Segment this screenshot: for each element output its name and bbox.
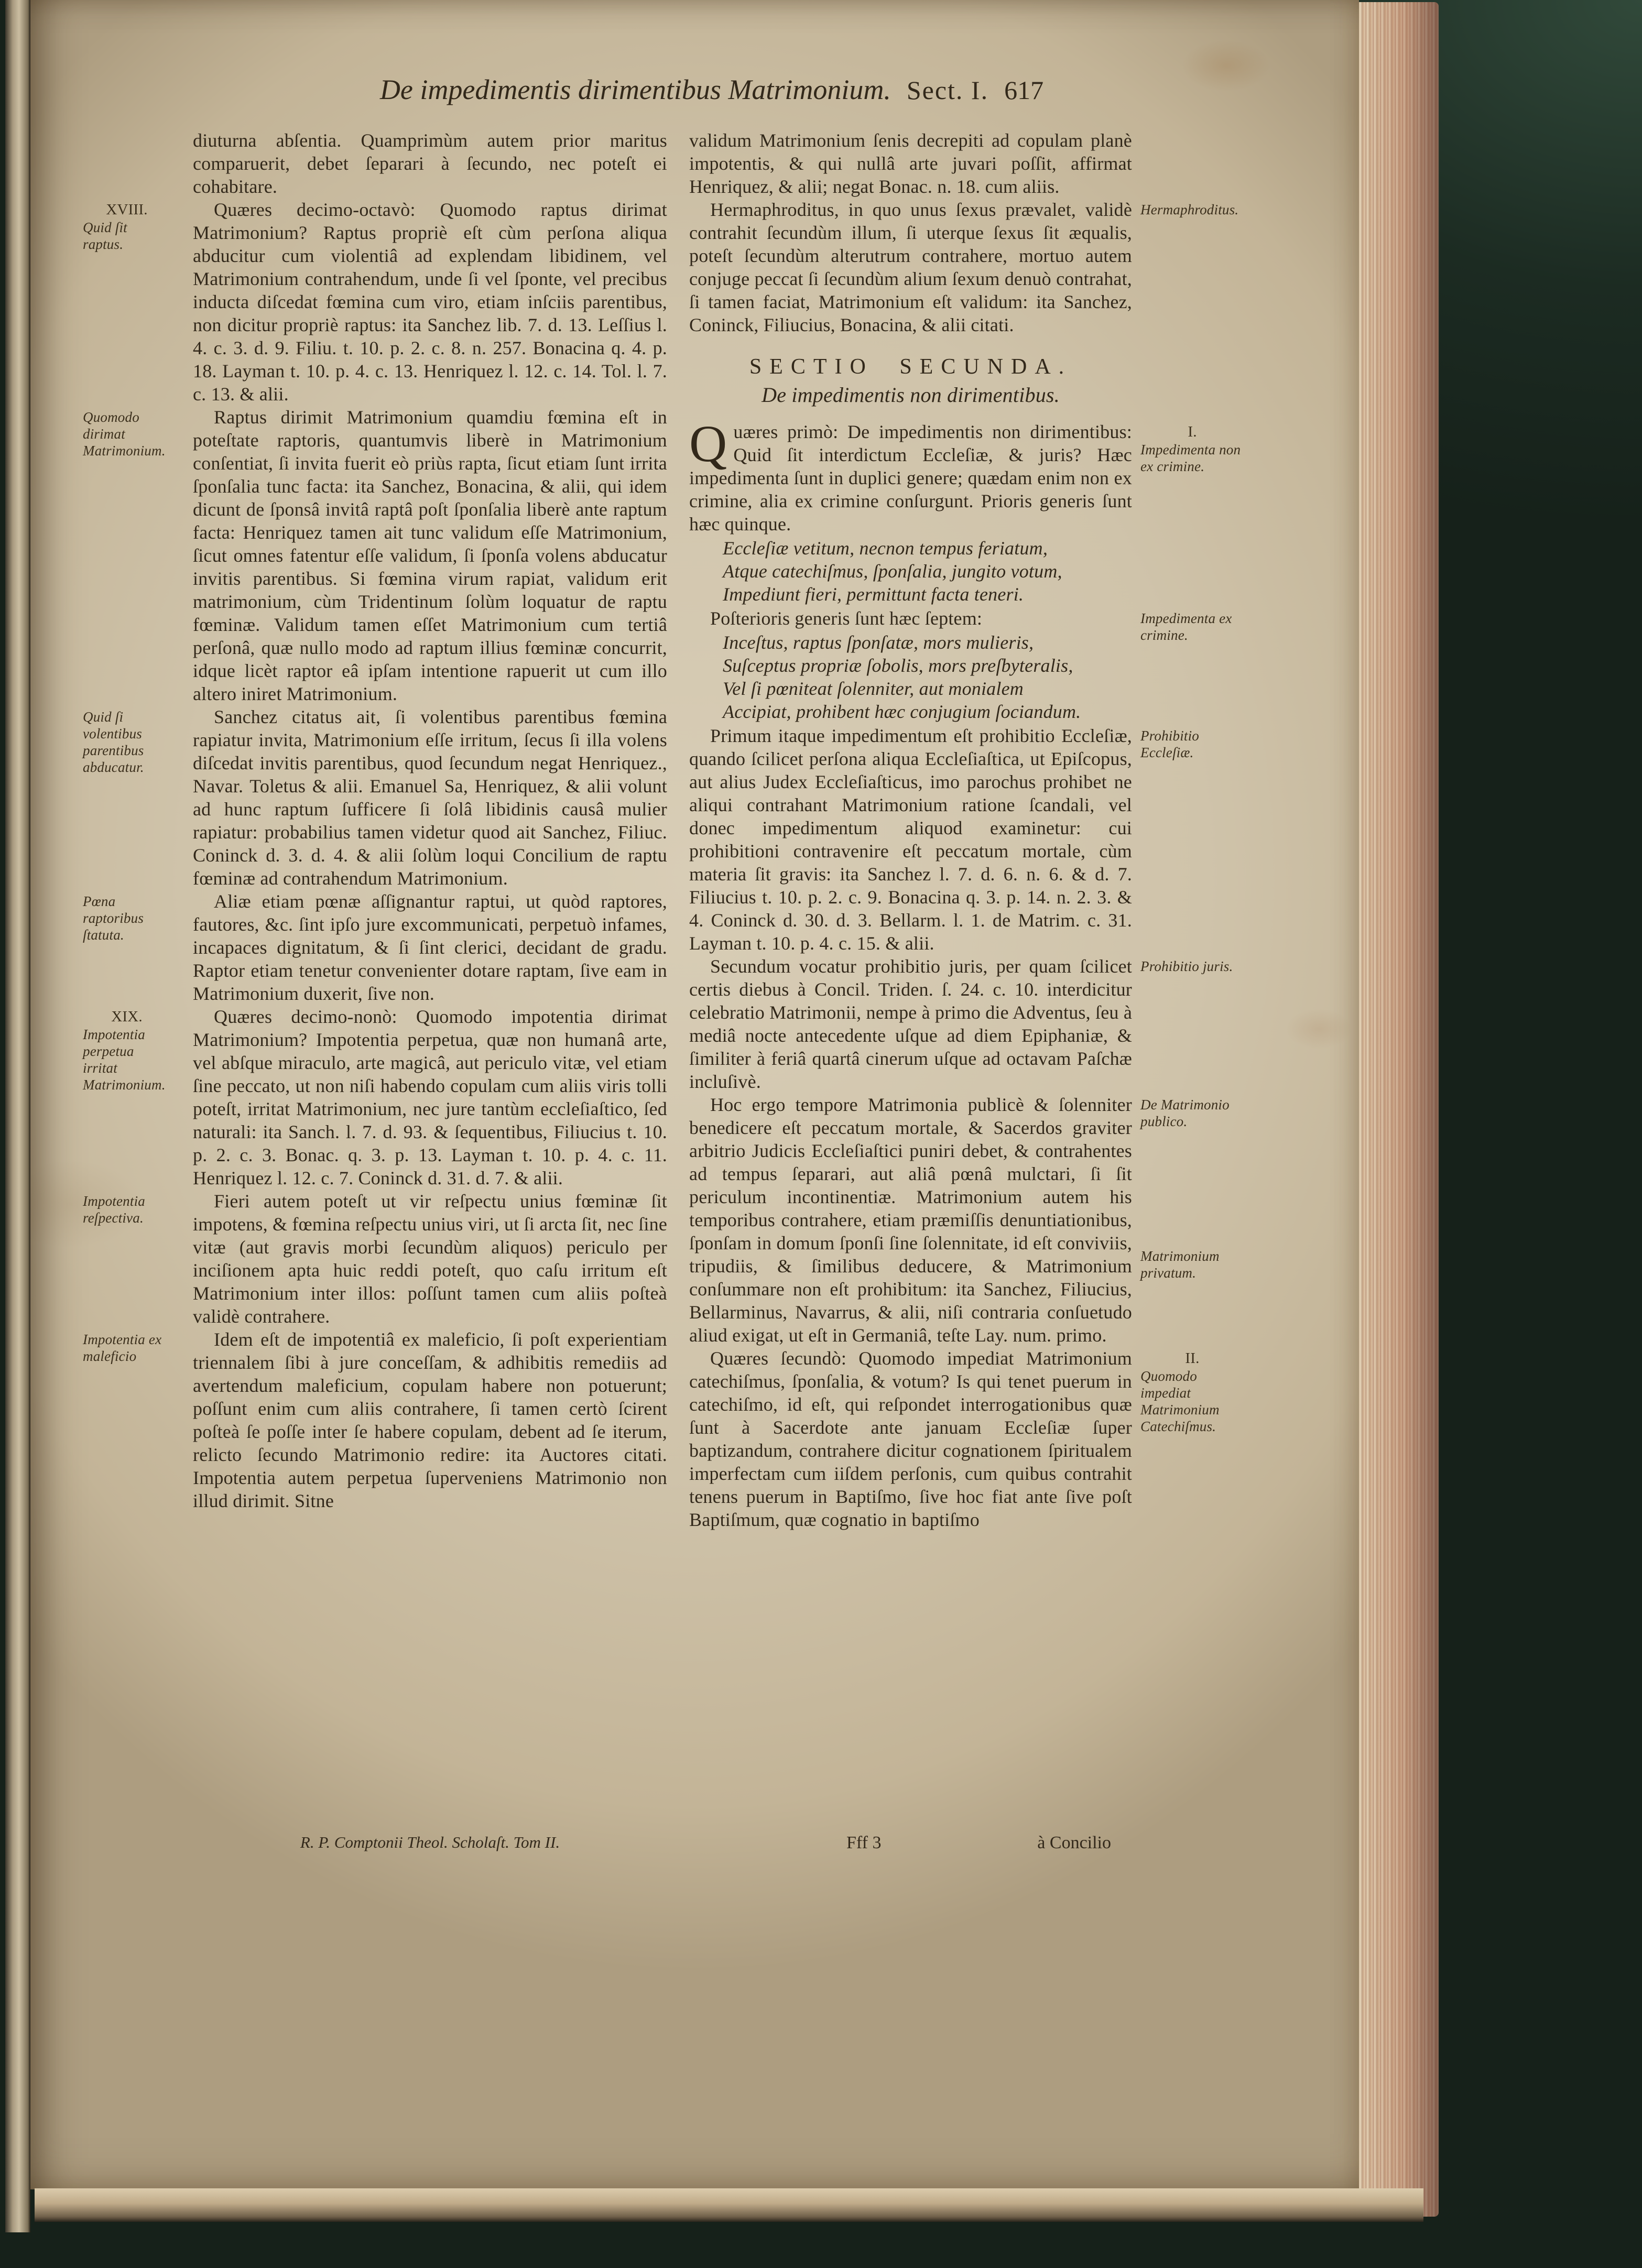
margin-note-text: Hermaphroditus. <box>1140 202 1239 217</box>
paragraph: XIX. Impotentia perpetua irritat Matrimonium. Quæres decimo-nonò: Quomodo impotentia dirimat Matrimonium? Impotentia perpetua, quæ non humanâ arte, vel abſque miraculo, arte magicâ, aut periculo vitæ, vel etiam ſine peccato, ut non niſi habendo copulam cum aliis viris tolli poteſt, irritat Matrimonium, nec jure tantùm eccleſiaſtico, ſed naturali: ita Sanch. l. 7. d. 93. & ſequentibus, Filiucius t. 10. p. 2. c. 3. Bonac. q. 3. p. 13. Layman t. 10. p. 4. c. 11. Henriquez l. 12. c. 7. Coninck d. 31. d. 7. & alii. <box>83 1006 667 1188</box>
volume-footer: R. P. Comptonii Theol. Scholaſt. Tom II. <box>300 1833 560 1851</box>
margin-note-text: Matrimonium privatum. <box>1140 1248 1220 1281</box>
paragraph: Quomodo dirimat Matrimonium. Raptus dirimit Matrimonium quamdiu fœmina eſt in poteſtate raptoris, quantumvis liberè in Matrimonium conſentiat, ſi invita fuerit eò priùs rapta, ſicut etiam ſunt irrita ſponſalia tunc facta: ita Sanchez, Bonacina, & alii, qui idem dicunt de ſponsâ invitâ raptâ poſt ſponſalia liberè ante raptum facta: Henriquez tamen ait tunc validum eſſe Matrimonium, ſicut omnes fatentur eſſe validum, ſi ſponſa volens abducatur invitis parentibus. Si fœmina virum rapiat, validum erit matrimonium, cùm Tridentinum ſolùm loquatur de raptu fœminæ. Validum tamen eſſet Matrimonium cum tertiâ perſonâ, quæ nullo modo ad raptum illius fœminæ concurrit, idque licèt raptor eâ ipſam intentione rapuerit ut cum illo altero iniret Matrimonium. <box>83 407 667 704</box>
paragraph: Quid ſi volentibus parentibus abducatur. Sanchez citatus ait, ſi volentibus parentibus fœmina rapiatur invita, Matrimonium eſſe irritum, ſecus ſi illa volens diſcedat invitis parentibus, quod ſecundum negat Henriquez., Navar. Toletus & alii. Emanuel Sa, Henriquez, & alii volunt ad hunc raptum ſufficere ſi ſolâ libidinis causâ mulier rapiatur: probabilius tamen videtur quod ait Sanchez, Filiuc. Coninck d. 3. d. 4. & alii ſolùm loqui Concilium de raptu fœminæ ad contrahendum Matrimonium. <box>83 706 667 889</box>
margin-note <box>83 201 171 253</box>
paragraph: Impotentia reſpectiva. Fieri autem poteſt ut vir reſpectu unius fœminæ ſit impotens, & fœmina reſpectu unius viri, ut ſi arcta ſit, nec ſine vitæ (aut gravis morbi ſecundùm aliquos) periculo per inciſionem apta huic reddi poteſt, quo caſu irritum eſt Matrimonium inter illos: poſſunt tamen cum aliis poſteà validè contrahere. <box>83 1191 667 1327</box>
margin-note-text: Prohibitio Eccleſiæ. <box>1140 728 1200 760</box>
paragraph: Impedimenta ex crimine. Poſterioris generis ſunt hæc ſeptem: <box>689 607 1132 630</box>
margin-note <box>83 708 171 776</box>
margin-note-text: Impotentia ex maleficio <box>83 1332 162 1364</box>
paragraph: Prohibitio Eccleſiæ. Primum itaque impedimentum eſt prohibitio Eccleſiæ, quando ſcilicet perſona aliqua Eccleſiaſtica, ut Epiſcopus, aut alius Judex Eccleſiaſticus, imo parochus prohibet ne aliqui contrahant Matrimonium ratione ſcandali, vel donec impedimentum aliquod examinetur: cui prohibitioni contravenire eſt peccatum mortale, cùm materia ſit gravis: ita Sanchez l. 7. d. 6. n. 6. & d. 7. Filiucius t. 10. p. 2. c. 9. Bonacina q. 3. p. 14. n. 2. 3. & 4. Coninck d. 30. d. 3. Bellarm. l. 1. de Matrim. c. 31. Layman t. 10. p. 4. c. 15. & alii. <box>689 724 1132 955</box>
margin-note <box>1140 958 1244 975</box>
drop-cap: Q <box>689 415 727 473</box>
left-column <box>83 129 667 1531</box>
section-heading: SECTIO SECUNDA. <box>749 355 1072 379</box>
paragraph: Prohibitio juris. Secundum vocatur prohibitio juris, per quam ſcilicet certis diebus à Concil. Triden. ſ. 24. c. 10. interdicitur celebratio Matrimonii, nempe à primo die Adventus, ſeu à mediâ nocte antecedente uſque ad diem Epiphaniæ, & ſimiliter à feriâ quartâ cinerum uſque ad octavam Paſchæ incluſivè. <box>689 955 1132 1093</box>
verse <box>723 537 1132 606</box>
signature-mark: Fff 3 <box>846 1833 882 1852</box>
paragraph: Impotentia ex maleficio Idem eſt de impotentiâ ex maleficio, ſi poſt experientiam triennalem ſibi à jure conceſſam, & adhibitis remediis ad avertendum maleficium, copulam habere non potuerunt; poſſunt enim cum aliis contrahere, ſi tamen certò ſcirent poſteà ſe poſſe inter ſe habere copulam, debent ad ſe iterum, relicto ſecundo Matrimonio redire: ita Auctores citati. Impotentia autem perpetua ſuperveniens Matrimonio non illud dirimit. Sitne <box>83 1329 667 1511</box>
margin-note <box>1140 610 1244 644</box>
margin-note-text: Quomodo impediat Matrimonium Catechiſmus. <box>1140 1368 1220 1434</box>
page-edge-left-sliver <box>5 0 30 2232</box>
margin-note <box>1140 423 1244 475</box>
running-head-section: Sect. I. <box>906 75 989 105</box>
margin-note-text: Prohibitio juris. <box>1140 958 1233 974</box>
paragraph: I. Impedimenta non ex crimine. Q uæres primò: De impedimentis non dirimentibus: Quid ſit interdictum Eccleſiæ, & juris? Hæc impedimenta ſunt in duplici genere; quædam enim non ex crimine, alia ex crimine conſurgunt. Prioris generis ſunt hæc quinque. <box>689 420 1132 536</box>
verse-line: Inceſtus, raptus ſponſatæ, mors mulieris, <box>723 632 1034 653</box>
page-footer <box>193 1833 1132 1853</box>
section-subheading: De impedimentis non dirimentibus. <box>762 383 1060 407</box>
running-head-title: De impedimentis dirimentibus Matrimonium. <box>379 74 891 105</box>
footer-right <box>689 1833 1132 1853</box>
verse <box>723 631 1132 723</box>
margin-note-text: Impotentia perpetua irritat Matrimonium. <box>83 1027 166 1093</box>
margin-note-numeral: II. <box>1185 1350 1200 1367</box>
margin-note <box>1140 1248 1244 1281</box>
text-columns <box>83 129 1241 1531</box>
margin-note-text: Impedimenta non ex crimine. <box>1140 442 1241 474</box>
verse-line: Vel ſi pœniteat ſolenniter, aut monialem <box>723 678 1024 699</box>
page-number: 617 <box>1004 75 1044 105</box>
margin-note-text: Quid ſit raptus. <box>83 220 127 252</box>
verse-line: Accipiat, prohibent hæc conjugium ſociandum. <box>723 701 1081 722</box>
margin-note <box>83 1008 171 1093</box>
paragraph: XVIII. Quid ſit raptus. Quæres decimo-octavò: Quomodo raptus dirimat Matrimonium? Raptus propriè eſt cùm perſona aliqua abducitur cum violentiâ ad explendam libidinem, vel Matrimonium contrahendum, unde ſi vel ſponte, vel precibus inducta diſcedat fœmina cum viro, etiam inſciis parentibus, non dicitur propriè raptus: ita Sanchez lib. 7. d. 13. Leſſius l. 4. c. 3. d. 9. Filiu. t. 10. p. 2. c. 8. n. 257. Bonacina q. 4. p. 18. Layman t. 10. p. 4. c. 13. Henriquez l. 12. c. 14. Tol. l. 7. c. 13. & alii. <box>83 199 667 405</box>
margin-note <box>83 409 171 459</box>
verse-line: Suſceptus propriæ ſobolis, mors preſbyteralis, <box>723 655 1073 676</box>
margin-note-text: Impedimenta ex crimine. <box>1140 610 1232 643</box>
page-edges-right <box>1359 2 1439 2217</box>
paragraph: validum Matrimonium ſenis decrepiti ad copulam planè impotentis, & qui nullâ arte juvari poſſit, affirmat Henriquez, & alii; negat Bonac. n. 18. cum aliis. <box>689 130 1132 197</box>
margin-note-numeral: XVIII. <box>106 201 148 218</box>
paragraph: De Matrimonio publico. Matrimonium privatum. Hoc ergo tempore Matrimonia publicè & ſolenniter benedicere eſt peccatum mortale, & Sacerdos graviter arbitrio Judicis Eccleſiaſtici puniri debet, & contrahentes ad tempus ſeparari, aut aliâ pœnâ mulctari, ſi ſit periculum incontinentiæ. Matrimonium autem his temporibus contrahere, etiam præmiſſis denuntiationibus, ſponſam in domum ſponſi ſine ſolennitate, id eſt conviviis, tripudiis, & ſimilibus deducere, & Matrimonium conſummare non eſt prohibitum: ita Sanchez, Filiucius, Bellarminus, Navarrus, & alii, niſi contraria conſuetudo aliud exigat, ut eſt in Germaniâ, teſte Lay. num. primo. <box>689 1093 1132 1347</box>
book-page <box>30 0 1359 2189</box>
verse-line: Eccleſiæ vetitum, necnon tempus feriatum, <box>723 538 1048 559</box>
catchword: à Concilio <box>1037 1833 1111 1852</box>
verse-line: Atque catechiſmus, ſponſalia, jungito votum, <box>723 561 1062 582</box>
paragraph: Hermaphroditus. Hermaphroditus, in quo unus ſexus prævalet, validè contrahit ſecundùm illum, ſi uterque ſexus ſit æqualis, poteſt ſecundùm alterutrum contrahere, mortuo autem conjuge peccat ſi ſecundùm alium ſexum denuò contrahat, ſi tamen faciat, Matrimonium eſt validum: ita Sanchez, Coninck, Filiucius, Bonacina, & alii citati. <box>689 198 1132 336</box>
paragraph: Pœna raptoribus ſtatuta. Aliæ etiam pœnæ aſſignantur raptui, ut quòd raptores, fautores, &c. ſint ipſo jure excommunicati, perpetuò infames, incapaces dignitatum, & ſi ſint clerici, decidant de gradu. Raptor etiam tenetur convenienter dotare raptam, ſive eam in Matrimonium duxerit, ſive non. <box>83 891 667 1004</box>
running-head <box>177 73 1246 106</box>
paragraph: II. Quomodo impediat Matrimonium Catechiſmus. Quæres ſecundò: Quomodo impediat Matrimonium catechiſmus, ſponſalia, & votum? Is qui tenet puerum in catechiſmo, id eſt, qui reſpondet interrogationibus quæ ſunt à Sacerdote ante januam Eccleſiæ ſuper baptizandum, contrahere dicitur cognationem ſpiritualem imperfectam cum iiſdem perſonis, cum quibus contrahit tenens puerum in Baptiſmo, ſive hoc fiat ante ſive poſt Baptiſmum, quæ cognatio in baptiſmo <box>689 1347 1132 1531</box>
margin-note <box>83 893 171 943</box>
paragraph: diuturna abſentia. Quamprimùm autem prior maritus comparuerit, debet ſeparari à ſecundo, nec poteſt ei cohabitare. <box>193 130 667 197</box>
margin-note <box>83 1193 171 1226</box>
margin-note <box>83 1331 171 1365</box>
margin-note <box>1140 727 1244 761</box>
page-edges-bottom <box>35 2188 1423 2222</box>
margin-note-text: Pœna raptoribus ſtatuta. <box>83 893 144 943</box>
margin-note <box>1140 1350 1244 1435</box>
right-column <box>689 129 1241 1531</box>
margin-note-text: Quomodo dirimat Matrimonium. <box>83 409 166 459</box>
margin-note <box>1140 1096 1244 1130</box>
verse-line: Impediunt fieri, permittunt facta teneri. <box>723 584 1024 605</box>
margin-note-numeral: I. <box>1188 423 1197 440</box>
margin-note-text: Impotentia reſpectiva. <box>83 1193 145 1226</box>
margin-note-text: De Matrimonio publico. <box>1140 1097 1230 1129</box>
margin-note-numeral: XIX. <box>111 1008 143 1025</box>
margin-note-text: Quid ſi volentibus parentibus abducatur. <box>83 709 144 775</box>
margin-note <box>1140 201 1244 218</box>
